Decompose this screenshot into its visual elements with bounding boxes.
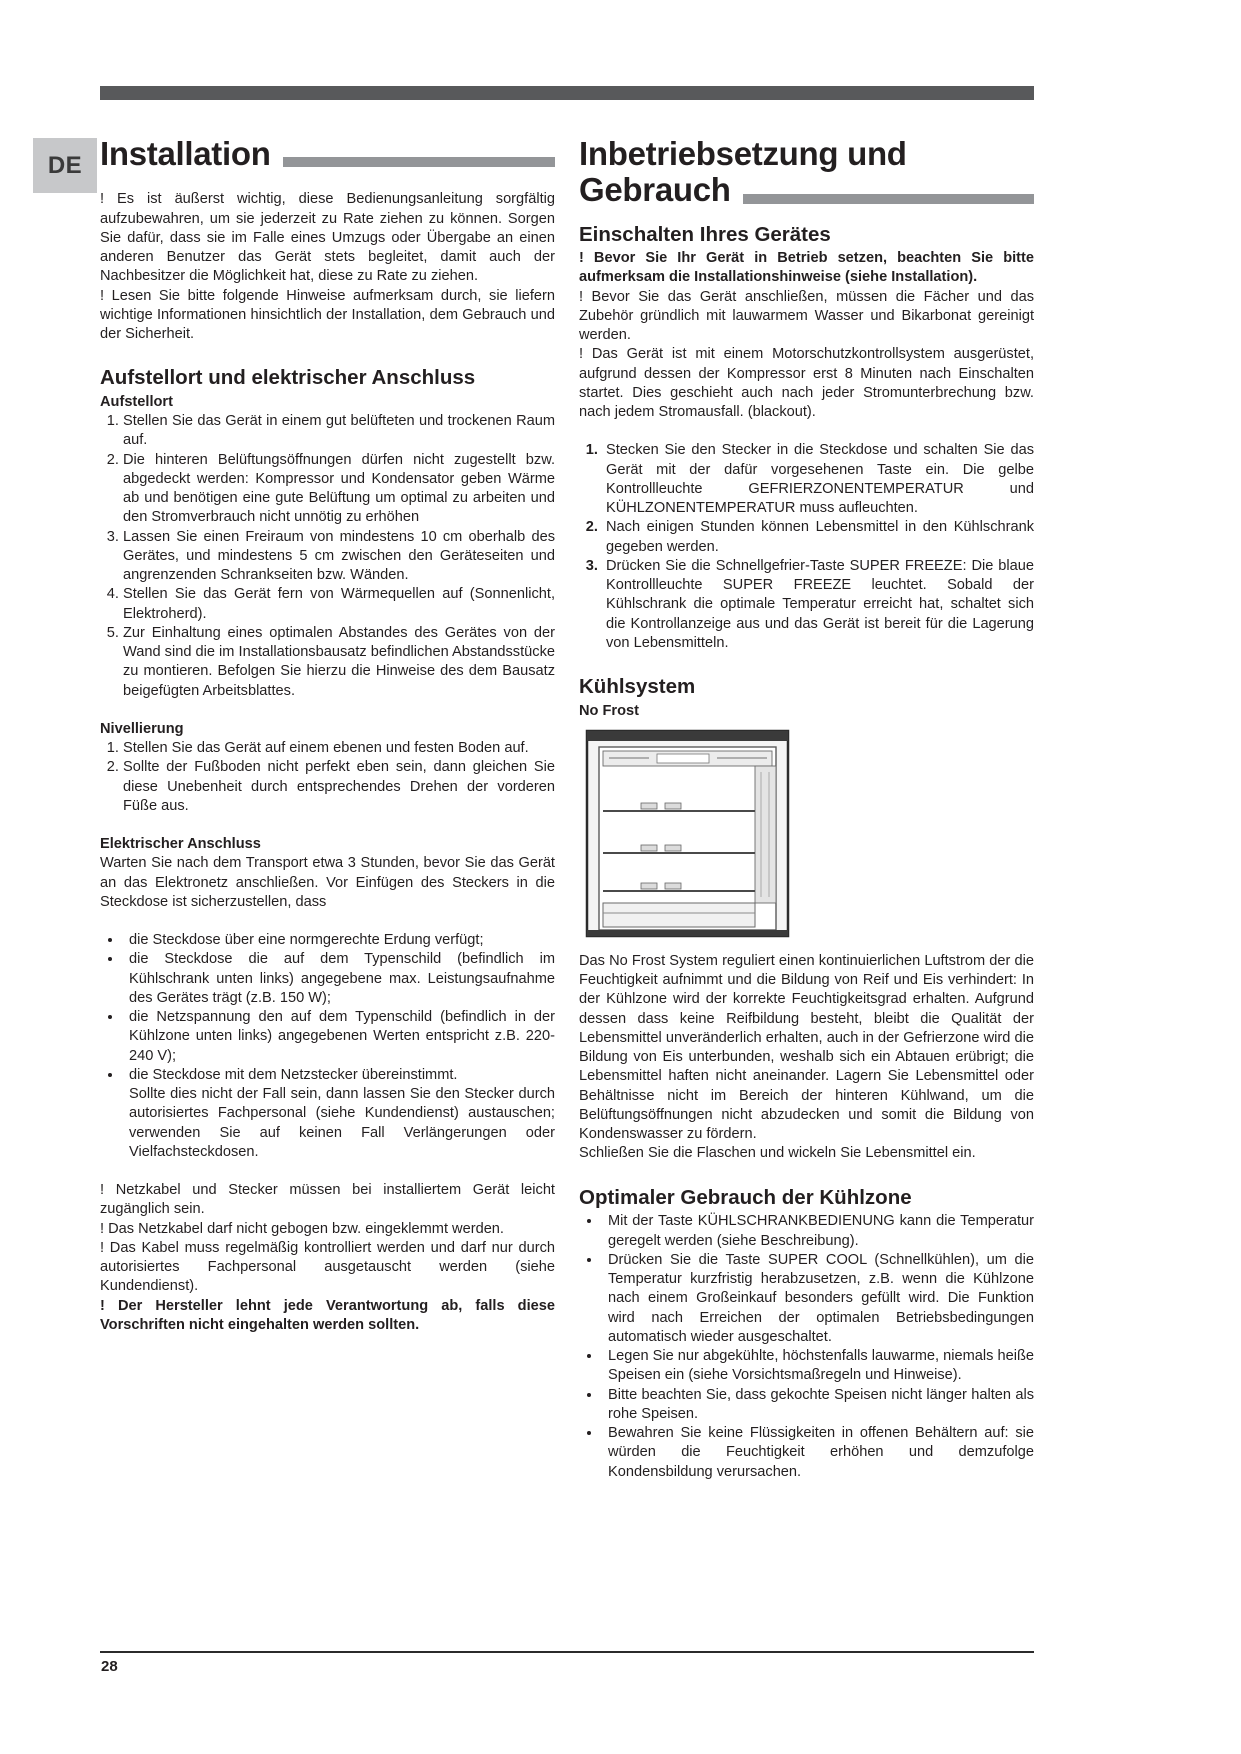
bullet-item: • die Steckdose die auf dem Typenschild (befindlich im Kühlschrank unten links) angegebene max. Leistungsaufnahme des Gerätes trägt (z.B. 150 W);: [123, 950, 555, 1008]
bullet-item: • Bitte beachten Sie, dass gekochte Speisen nicht länger halten als rohe Speisen.: [602, 1386, 1034, 1425]
bullet-item: • Drücken Sie die Taste SUPER COOL (Schnellkühlen), um die Temperatur kurzfristig herabzusetzen, z.B. wenn die Kühlzone nach einem Großeinkauf besonders gefüllt wird. Die Funktion wird nach Erreichen der optimalen Betriebsbedingungen automatisch wieder ausgeschaltet.: [602, 1251, 1034, 1347]
title-gebrauch-line2: Gebrauch: [579, 171, 731, 209]
bullet-item: • Bewahren Sie keine Flüssigkeiten in offenen Behältern auf: sie würden die Feuchtigkeit erhöhen und demzufolge Kondensbildung verursachen.: [602, 1424, 1034, 1482]
nivellierung-list: [100, 739, 555, 816]
bullet-item: • die Steckdose über eine normgerechte Erdung verfügt;: [123, 931, 555, 950]
bold-note-paragraph: ! Bevor Sie Ihr Gerät in Betrieb setzen, beachten Sie bitte aufmerksam die Installationshinweise (siehe Installation).: [579, 250, 1034, 286]
bullet-item: • Legen Sie nur abgekühlte, höchstenfalls lauwarme, niemals heiße Speisen ein (siehe Vorsichtsmaßregeln und Hinweise).: [602, 1347, 1034, 1386]
no-frost-paragraph-2: Schließen Sie die Flaschen und wickeln Sie Lebensmittel ein.: [579, 1145, 976, 1162]
subheading-aufstellort: Aufstellort: [100, 393, 173, 410]
numbered-item: 4. Stellen Sie das Gerät fern von Wärmequellen auf (Sonnenlicht, Elektroherd).: [123, 585, 555, 624]
warning-paragraph: ! Netzkabel und Stecker müssen bei installiertem Gerät leicht zugänglich sein.: [100, 1182, 555, 1218]
bullet-followup-text: Sollte dies nicht der Fall sein, dann lassen Sie den Stecker durch autorisiertes Fachpersonal (siehe Kundendienst) austauschen; verwenden Sie auf keinen Fall Verlängerungen oder Vielfachsteckdosen.: [129, 1086, 555, 1160]
step-item: 2. Nach einigen Stunden können Lebensmittel in den Kühlschrank gegeben werden.: [602, 518, 1034, 557]
numbered-item: 5. Zur Einhaltung eines optimalen Abstandes des Gerätes von der Wand sind die im Installationsbausatz befindlichen Abstandsstücke zu montieren. Befolgen Sie hierzu die Hinweise des dem Bausatz beigefügten Arbeitsblattes.: [123, 624, 555, 701]
section-heading-einschalten: Einschalten Ihres Gerätes: [579, 222, 831, 246]
numbered-item: 2. Sollte der Fußboden nicht perfekt eben sein, dann gleichen Sie diese Unebenheit durch entsprechendes Drehen der vorderen Füße aus.: [123, 758, 555, 816]
bullet-item: [123, 1066, 555, 1162]
numbered-item: 3. Lassen Sie einen Freiraum von mindestens 10 cm oberhalb des Gerätes, und mindestens 5 cm zwischen den Geräteseiten und angrenzenden Schrankseiten bzw. Wänden.: [123, 528, 555, 586]
top-rule: [100, 86, 1034, 100]
warning-paragraph: ! Das Kabel muss regelmäßig kontrolliert werden und darf nur durch autorisiertes Fachpersonal ausgetauscht werden (siehe Kundendienst).: [100, 1239, 555, 1295]
page-title-gebrauch: [579, 136, 1034, 209]
no-frost-figure: [579, 727, 796, 942]
paragraph: ! Bevor Sie das Gerät anschließen, müssen die Fächer und das Zubehör gründlich mit lauwarmem Wasser und Bikarbonat gereinigt werden.: [579, 288, 1034, 344]
content-columns: [100, 136, 1034, 1482]
intro-paragraph-2: ! Lesen Sie bitte folgende Hinweise aufmerksam durch, sie liefern wichtige Informationen hinsichtlich der Installation, dem Gebrauch und der Sicherheit.: [100, 287, 555, 343]
startup-steps: [579, 441, 1034, 653]
intro-paragraph-1: ! Es ist äußerst wichtig, diese Bedienungsanleitung sorgfältig aufzubewahren, um sie jederzeit zu Rate ziehen zu können. Sorgen Sie dafür, dass sie im Falle eines Umzugs oder Übergabe an einen anderen Benutzer das Gerät stets begleitet, damit auch der Nachbesitzer die Möglichkeit hat, diese zu Rate zu ziehen.: [100, 191, 555, 285]
subheading-no-frost: No Frost: [579, 702, 639, 719]
title-underline-bar: [283, 157, 555, 167]
numbered-item: 1. Stellen Sie das Gerät auf einem ebenen und festen Boden auf.: [123, 739, 555, 758]
bullet-item: • Mit der Taste KÜHLSCHRANKBEDIENUNG kann die Temperatur geregelt werden (siehe Beschreibung).: [602, 1212, 1034, 1251]
kuehlzone-bullets: [579, 1212, 1034, 1482]
bullet-text: die Steckdose mit dem Netzstecker übereinstimmt.: [129, 1066, 458, 1083]
section-heading-kuehlzone: Optimaler Gebrauch der Kühlzone: [579, 1185, 912, 1209]
section-heading-kuehlsystem: Kühlsystem: [579, 675, 696, 699]
power-intro-paragraph: Warten Sie nach dem Transport etwa 3 Stunden, bevor Sie das Gerät an das Elektronetz anschließen. Vor Einfügen des Steckers in die Steckdose ist sicherzustellen, dass: [100, 855, 555, 910]
step-item: 3. Drücken Sie die Schnellgefrier-Taste SUPER FREEZE: Die blaue Kontrollleuchte SUPER FREEZE leuchtet. Sobald der Kühlschrank die optimale Temperatur erreicht hat, schaltet sich die Kontrollanzeige aus und das Gerät ist bereit für die Lagerung von Lebensmitteln.: [602, 557, 1034, 653]
title-underline-bar: [743, 194, 1034, 204]
page-number: 28: [101, 1658, 118, 1675]
right-column: [579, 136, 1034, 1482]
no-frost-paragraph: Das No Frost System reguliert einen kontinuierlichen Luftstrom der die Feuchtigkeit aufnimmt und die Bildung von Reif und Eis verhindert: In der Kühlzone wird der korrekte Feuchtigkeitsgrad erhalten. Aufgrund dessen dass keine Reifbildung besteht, bleibt die Qualität der Lebensmittel unveränderlich erhalten, auch in der Gefrierzone wird die Bildung von Eis unterbunden, weshalb sich ein Abtauen erübrigt; die Lebensmittel haften nicht aneinander. Lagern Sie Lebensmittel oder Behältnisse nicht im Bereich der hinteren Kühlwand, um die Belüftungsöffnungen nicht abzudecken und somit die Bildung von Kondenswasser zu fördern.: [579, 952, 1034, 1143]
title-installation: Installation: [100, 135, 271, 172]
language-badge: DE: [33, 138, 97, 193]
title-gebrauch-line1: Inbetriebsetzung und: [579, 135, 907, 172]
power-checklist: [100, 931, 555, 1162]
left-column: [100, 136, 555, 1482]
warning-paragraph-bold: ! Der Hersteller lehnt jede Verantwortung ab, falls diese Vorschriften nicht eingehalten werden sollten.: [100, 1297, 555, 1333]
no-frost-diagram: [579, 727, 796, 942]
paragraph: ! Das Gerät ist mit einem Motorschutzkontrollsystem ausgerüstet, aufgrund dessen der Kompressor erst 8 Minuten nach Einschalten startet. Dies geschieht auch nach jeder Stromunterbrechung bzw. nach jedem Stromausfall. (blackout).: [579, 346, 1034, 421]
warning-paragraph: ! Das Netzkabel darf nicht gebogen bzw. eingeklemmt werden.: [100, 1220, 504, 1237]
bullet-item: • die Netzspannung den auf dem Typenschild (befindlich in der Kühlzone unten links) angegebenen Werten entspricht z.B. 220-240 V);: [123, 1008, 555, 1066]
page-title-installation: [100, 136, 555, 172]
section-heading-aufstellort: Aufstellort und elektrischer Anschluss: [100, 366, 476, 390]
subheading-nivellierung: Nivellierung: [100, 720, 184, 737]
footer-rule: [100, 1651, 1034, 1653]
subheading-elektrischer-anschluss: Elektrischer Anschluss: [100, 836, 261, 853]
numbered-item: 2. Die hinteren Belüftungsöffnungen dürfen nicht zugestellt bzw. abgedeckt werden: Kompressor und Kondensator geben Wärme ab und benötigen eine gute Belüftung um optimal zu arbeiten und den Stromverbrauch nicht unnötig zu erhöhen: [123, 451, 555, 528]
step-item: 1. Stecken Sie den Stecker in die Steckdose und schalten Sie das Gerät mit der dafür vorgesehenen Taste ein. Die gelbe Kontrollleuchte GEFRIERZONENTEMPERATUR und KÜHLZONENTEMPERATUR muss aufleuchten.: [602, 441, 1034, 518]
aufstellort-list: [100, 412, 555, 701]
numbered-item: 1. Stellen Sie das Gerät in einem gut belüfteten und trockenen Raum auf.: [123, 412, 555, 451]
